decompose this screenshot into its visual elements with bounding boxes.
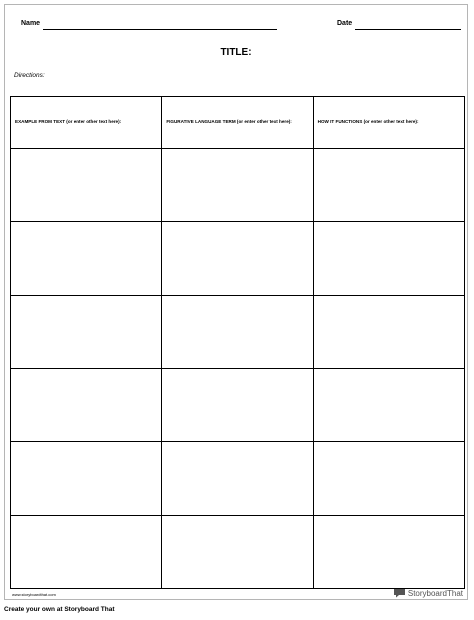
- column-header[interactable]: EXAMPLE FROM TEXT (or enter other text here):: [11, 97, 162, 149]
- speech-bubble-icon: [393, 588, 406, 598]
- logo-text: StoryboardThat: [407, 588, 463, 598]
- name-field[interactable]: [43, 29, 277, 30]
- table-cell[interactable]: [162, 222, 313, 295]
- column-header[interactable]: HOW IT FUNCTIONS (or enter other text here):: [313, 97, 464, 149]
- table-cell[interactable]: [313, 295, 464, 368]
- table-row: [11, 295, 465, 368]
- footer-url: www.storyboardthat.com: [12, 592, 56, 597]
- table-cell[interactable]: [162, 515, 313, 588]
- table-row: [11, 515, 465, 588]
- table-cell[interactable]: [162, 442, 313, 515]
- worksheet-title[interactable]: TITLE:: [220, 47, 252, 58]
- table-cell[interactable]: [11, 222, 162, 295]
- create-caption[interactable]: Create your own at Storyboard That: [4, 606, 115, 613]
- date-label: Date: [337, 20, 353, 27]
- table-cell[interactable]: [313, 368, 464, 441]
- table-cell[interactable]: [313, 442, 464, 515]
- table-row: [11, 442, 465, 515]
- table-cell[interactable]: [313, 222, 464, 295]
- table-cell[interactable]: [11, 295, 162, 368]
- table-cell[interactable]: [313, 515, 464, 588]
- table-cell[interactable]: [162, 368, 313, 441]
- worksheet-page: [4, 4, 468, 600]
- storyboardthat-logo: [393, 588, 463, 598]
- table-row: [11, 149, 465, 222]
- date-field[interactable]: [355, 29, 461, 30]
- table-cell[interactable]: [162, 295, 313, 368]
- table-cell[interactable]: [11, 442, 162, 515]
- table-cell[interactable]: [11, 368, 162, 441]
- table-cell[interactable]: [11, 149, 162, 222]
- table-row: [11, 368, 465, 441]
- table-row: [11, 222, 465, 295]
- table-cell[interactable]: [11, 515, 162, 588]
- table-cell[interactable]: [162, 149, 313, 222]
- table-cell[interactable]: [313, 149, 464, 222]
- worksheet-table: [10, 96, 465, 589]
- name-label: Name: [21, 20, 41, 27]
- table-header-row: [11, 97, 465, 149]
- column-header[interactable]: FIGURATIVE LANGUAGE TERM (or enter other text here):: [162, 97, 313, 149]
- directions-label[interactable]: Directions:: [14, 72, 45, 79]
